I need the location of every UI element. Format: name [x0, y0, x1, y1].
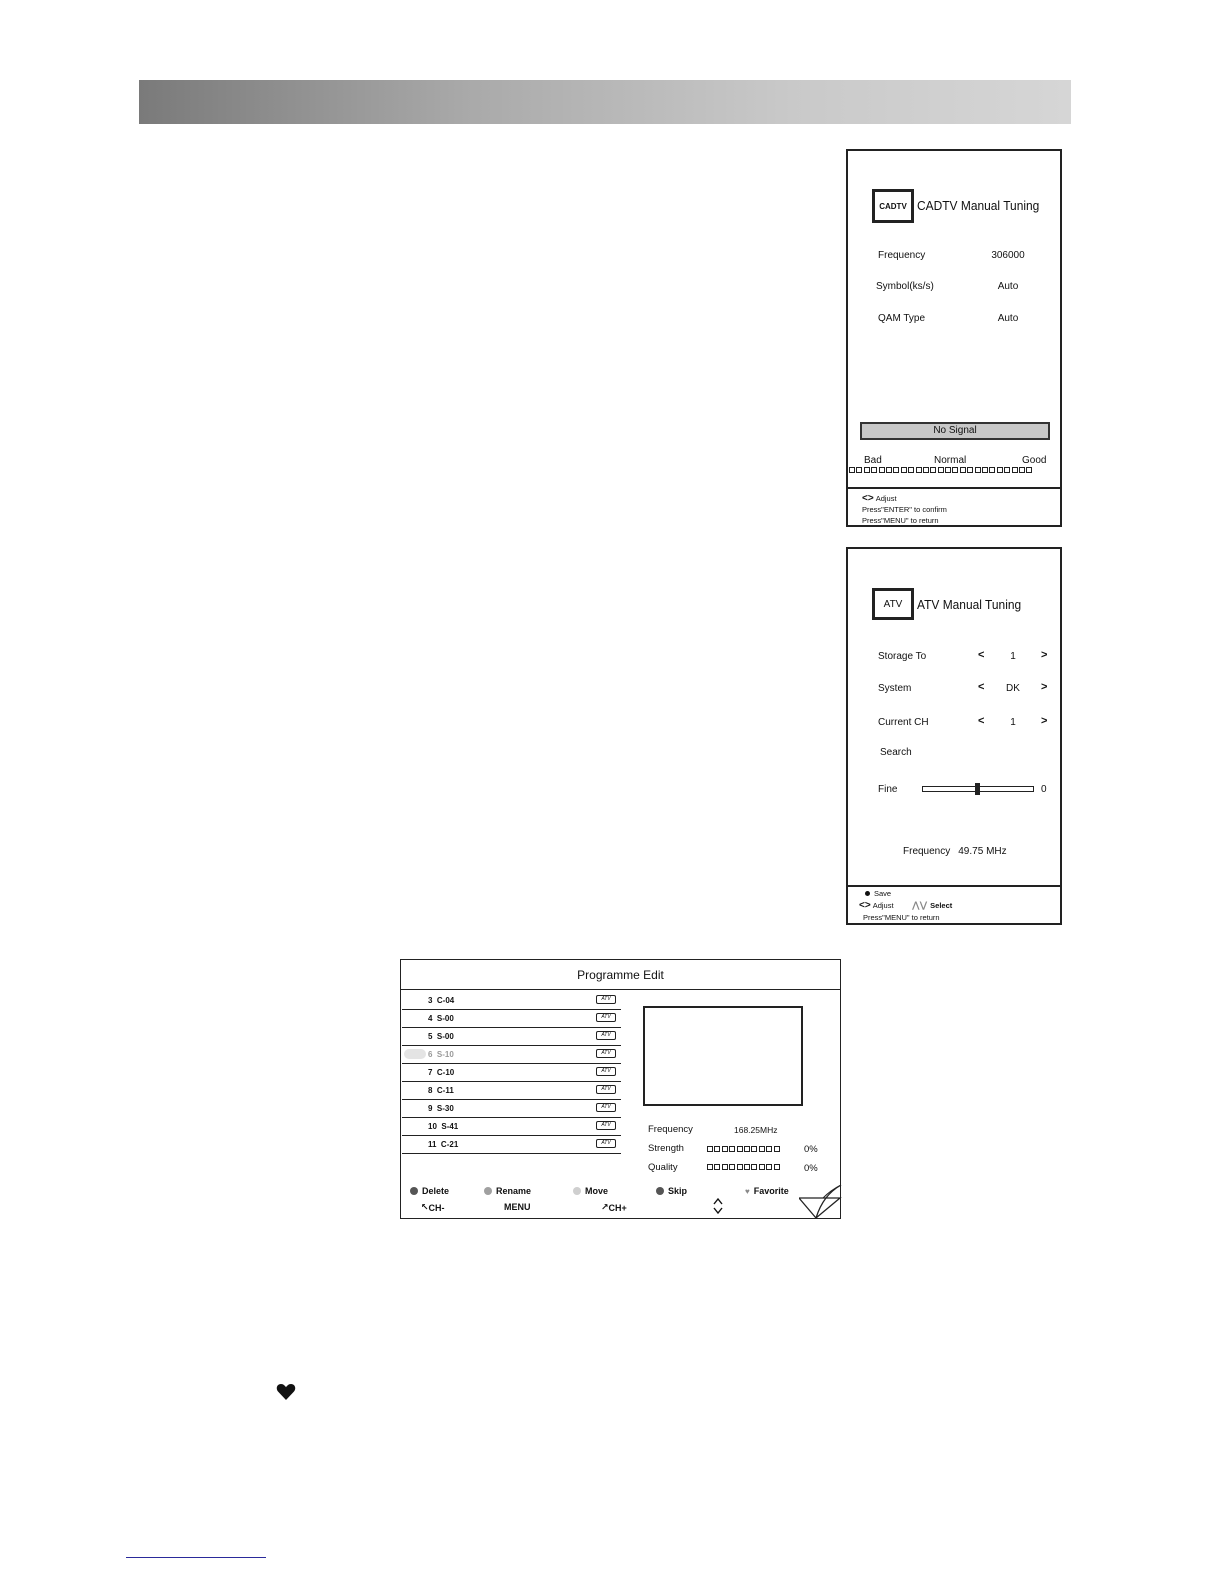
- scale-good-label: Good: [1022, 455, 1047, 466]
- cadtv-qam-label: QAM Type: [878, 313, 926, 324]
- ch-plus-legend[interactable]: [601, 1202, 627, 1213]
- arrow-up-left-icon: ↖: [421, 1202, 429, 1212]
- channel-name: S-00: [436, 1032, 454, 1041]
- channel-label: [428, 1122, 458, 1131]
- favorite-label: Favorite: [753, 1186, 789, 1196]
- return-hint: Press"MENU" to return: [862, 516, 939, 525]
- ch-plus-label: CH+: [608, 1202, 627, 1213]
- skip-label: Skip: [668, 1186, 688, 1196]
- channel-row[interactable]: [402, 1100, 621, 1118]
- meter-segment: [729, 1164, 735, 1170]
- current-ch-right-arrow-icon[interactable]: >: [1041, 715, 1048, 727]
- ch-minus-legend[interactable]: [421, 1202, 445, 1213]
- scale-normal-label: Normal: [934, 455, 967, 466]
- select-hint: [912, 900, 952, 911]
- save-hint: [865, 889, 891, 898]
- meter-segment: [952, 467, 958, 473]
- meter-segment: [879, 467, 885, 473]
- footer-divider: [848, 487, 1060, 489]
- channel-number: 7: [428, 1068, 433, 1077]
- adjust-hint-text: Adjust: [875, 494, 897, 503]
- meter-segment: [982, 467, 988, 473]
- channel-preview-window: [643, 1006, 803, 1106]
- channel-row[interactable]: [402, 992, 621, 1010]
- section-header-bar: [139, 80, 1071, 124]
- system-value: DK: [1006, 683, 1020, 694]
- favorite-heart-icon: [276, 1382, 296, 1407]
- channel-number: 8: [428, 1086, 433, 1095]
- meter-segment: [938, 467, 944, 473]
- meter-segment: [707, 1164, 713, 1170]
- fine-tune-slider-thumb[interactable]: [975, 783, 980, 795]
- meter-segment: [729, 1146, 735, 1152]
- up-down-chevrons-icon: ⋀⋁: [912, 900, 928, 910]
- meter-segment: [1012, 467, 1018, 473]
- move-label: Move: [585, 1186, 609, 1196]
- prog-frequency-label: Frequency: [648, 1124, 693, 1135]
- save-hint-text: Save: [874, 889, 892, 898]
- select-hint-text: Select: [930, 901, 953, 910]
- meter-segment: [774, 1146, 780, 1152]
- channel-row[interactable]: [402, 1064, 621, 1082]
- footer-divider: [848, 885, 1060, 887]
- meter-segment: [960, 467, 966, 473]
- channel-number: 11: [428, 1140, 437, 1149]
- storage-right-arrow-icon[interactable]: >: [1041, 649, 1048, 661]
- storage-left-arrow-icon[interactable]: <: [978, 649, 985, 661]
- prog-frequency-value: 168.25MHz: [734, 1125, 778, 1135]
- meter-segment: [737, 1146, 743, 1152]
- channel-name: S-10: [436, 1050, 454, 1059]
- current-ch-label: Current CH: [878, 717, 929, 728]
- channel-row[interactable]: [402, 1136, 621, 1154]
- cadtv-qam-value[interactable]: Auto: [997, 313, 1019, 324]
- meter-segment: [744, 1164, 750, 1170]
- meter-segment: [864, 467, 870, 473]
- programme-edit-title: Programme Edit: [401, 960, 840, 990]
- channel-row[interactable]: [402, 1046, 621, 1064]
- meter-segment: [751, 1146, 757, 1152]
- move-legend[interactable]: [573, 1186, 608, 1196]
- channel-label: [428, 1086, 454, 1095]
- system-left-arrow-icon[interactable]: <: [978, 681, 985, 693]
- fine-label: Fine: [878, 784, 898, 795]
- current-ch-value: 1: [1010, 717, 1016, 728]
- channel-name: C-11: [436, 1086, 454, 1095]
- channel-label: [428, 1050, 454, 1059]
- atv-source-tag: ATV: [596, 1031, 616, 1040]
- channel-name: C-10: [436, 1068, 455, 1077]
- channel-name: S-41: [441, 1122, 459, 1131]
- meter-segment: [744, 1146, 750, 1152]
- channel-name: C-21: [440, 1140, 459, 1149]
- search-item[interactable]: Search: [880, 747, 912, 758]
- channel-row[interactable]: [402, 1010, 621, 1028]
- quality-meter: [707, 1164, 780, 1170]
- meter-segment: [714, 1146, 720, 1152]
- quality-label: Quality: [648, 1162, 678, 1173]
- system-label: System: [878, 683, 912, 694]
- meter-segment: [893, 467, 899, 473]
- confirm-hint: Press"ENTER" to confirm: [862, 505, 947, 514]
- adjust-hint-text: Adjust: [872, 901, 894, 910]
- channel-label: [428, 1032, 454, 1041]
- meter-segment: [707, 1146, 713, 1152]
- cadtv-manual-tuning-panel: [846, 149, 1062, 527]
- signal-level-meter: [849, 467, 1032, 473]
- page-curl-icon: [799, 1184, 842, 1224]
- meter-segment: [759, 1164, 765, 1170]
- meter-segment: [871, 467, 877, 473]
- delete-dot-icon: [410, 1187, 418, 1195]
- channel-number: 10: [428, 1122, 437, 1131]
- fine-tune-slider[interactable]: [922, 786, 1034, 792]
- meter-segment: [1004, 467, 1010, 473]
- rename-label: Rename: [496, 1186, 532, 1196]
- meter-segment: [751, 1164, 757, 1170]
- atv-source-tag: ATV: [596, 995, 616, 1004]
- meter-segment: [945, 467, 951, 473]
- meter-segment: [908, 467, 914, 473]
- atv-source-tag: ATV: [596, 1121, 616, 1130]
- meter-segment: [1019, 467, 1025, 473]
- atv-frequency-label: Frequency: [903, 846, 951, 857]
- meter-segment: [967, 467, 973, 473]
- atv-logo: ATV: [872, 588, 914, 620]
- meter-segment: [849, 467, 855, 473]
- cadtv-symbol-value[interactable]: Auto: [997, 281, 1019, 292]
- meter-segment: [759, 1146, 765, 1152]
- save-dot-icon: [865, 891, 870, 896]
- current-ch-left-arrow-icon[interactable]: <: [978, 715, 985, 727]
- strength-meter: [707, 1146, 780, 1152]
- meter-segment: [886, 467, 892, 473]
- cadtv-symbol-label: Symbol(ks/s): [876, 281, 934, 292]
- atv-source-tag: ATV: [596, 1139, 616, 1148]
- meter-segment: [997, 467, 1003, 473]
- channel-number: 4: [428, 1014, 433, 1023]
- meter-segment: [766, 1146, 772, 1152]
- strength-label: Strength: [648, 1143, 684, 1154]
- ch-minus-label: CH-: [428, 1202, 445, 1213]
- rename-legend[interactable]: [484, 1186, 531, 1196]
- meter-segment: [766, 1164, 772, 1170]
- cadtv-title: CADTV Manual Tuning: [917, 198, 1040, 213]
- channel-row[interactable]: [402, 1118, 621, 1136]
- meter-segment: [930, 467, 936, 473]
- meter-segment: [737, 1164, 743, 1170]
- adjust-hint: [862, 493, 897, 504]
- left-right-arrows-icon: <>: [859, 900, 871, 911]
- meter-segment: [975, 467, 981, 473]
- programme-edit-panel: [400, 959, 841, 1219]
- up-down-arrows-icon[interactable]: [713, 1198, 723, 1219]
- menu-legend[interactable]: MENU: [504, 1202, 531, 1212]
- scale-bad-label: Bad: [864, 455, 882, 466]
- cadtv-frequency-label: Frequency: [878, 250, 926, 261]
- footnote-link-underline: [126, 1557, 266, 1558]
- meter-segment: [1026, 467, 1032, 473]
- adjust-hint: [859, 900, 894, 911]
- favorite-heart-icon: ♥: [745, 1186, 750, 1196]
- meter-segment: [916, 467, 922, 473]
- arrow-up-right-icon: ↗: [601, 1202, 609, 1212]
- channel-label: [428, 1068, 454, 1077]
- meter-segment: [856, 467, 862, 473]
- strength-value: 0%: [804, 1144, 818, 1155]
- meter-segment: [923, 467, 929, 473]
- channel-label: [428, 1104, 454, 1113]
- skip-dot-icon: [656, 1187, 664, 1195]
- channel-name: S-30: [436, 1104, 454, 1113]
- meter-segment: [901, 467, 907, 473]
- meter-segment: [722, 1146, 728, 1152]
- delete-label: Delete: [422, 1186, 450, 1196]
- atv-manual-tuning-panel: [846, 547, 1062, 925]
- return-hint: Press"MENU" to return: [863, 913, 940, 922]
- channel-number: 9: [428, 1104, 433, 1113]
- channel-label: [428, 1140, 458, 1149]
- favorite-legend[interactable]: [745, 1186, 789, 1196]
- skip-legend[interactable]: [656, 1186, 687, 1196]
- channel-name: S-00: [436, 1014, 454, 1023]
- channel-number: 5: [428, 1032, 433, 1041]
- channel-row[interactable]: [402, 1082, 621, 1100]
- atv-source-tag: ATV: [596, 1067, 616, 1076]
- cadtv-logo: CADTV: [872, 189, 914, 223]
- rename-dot-icon: [484, 1187, 492, 1195]
- atv-frequency-unit: MHz: [986, 846, 1007, 857]
- meter-segment: [774, 1164, 780, 1170]
- fine-value: 0: [1041, 784, 1047, 795]
- quality-value: 0%: [804, 1163, 818, 1174]
- cadtv-frequency-value[interactable]: 306000: [991, 250, 1025, 261]
- signal-status-bar: No Signal: [860, 422, 1050, 440]
- atv-source-tag: ATV: [596, 1085, 616, 1094]
- meter-segment: [989, 467, 995, 473]
- meter-segment: [722, 1164, 728, 1170]
- channel-number: 3: [428, 996, 433, 1005]
- atv-source-tag: ATV: [596, 1103, 616, 1112]
- selected-row-marker: [404, 1049, 426, 1059]
- delete-legend[interactable]: [410, 1186, 449, 1196]
- channel-label: [428, 996, 454, 1005]
- atv-frequency-readout: [903, 846, 1007, 857]
- move-dot-icon: [573, 1187, 581, 1195]
- channel-name: C-04: [436, 996, 455, 1005]
- meter-segment: [714, 1164, 720, 1170]
- channel-row[interactable]: [402, 1028, 621, 1046]
- storage-to-value: 1: [1010, 651, 1016, 662]
- channel-label: [428, 1014, 454, 1023]
- channel-number: 6: [428, 1050, 433, 1059]
- left-right-arrows-icon: <>: [862, 493, 874, 504]
- storage-to-label: Storage To: [878, 651, 927, 662]
- atv-source-tag: ATV: [596, 1013, 616, 1022]
- atv-source-tag: ATV: [596, 1049, 616, 1058]
- atv-title: ATV Manual Tuning: [917, 597, 1022, 612]
- atv-frequency-value: 49.75: [958, 846, 984, 857]
- system-right-arrow-icon[interactable]: >: [1041, 681, 1048, 693]
